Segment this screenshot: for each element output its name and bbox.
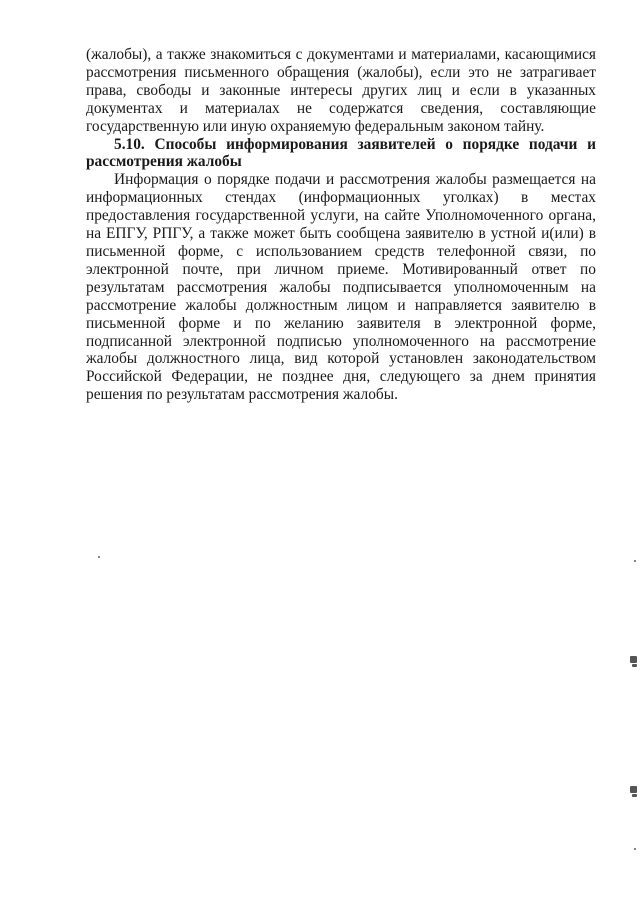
para1-line: государственную или иную охраняемую федеральным законом тайну. [86, 117, 545, 135]
para2-line: результатам рассмотрения жалобы подписывается уполномоченным на [86, 278, 596, 296]
scan-artifact [632, 664, 637, 667]
scan-artifact [634, 848, 636, 850]
para1-line: (жалобы), а также знакомиться с документами и материалами, касающимися [86, 46, 596, 63]
para2-line: Информация о порядке подачи и рассмотрения жалобы размещается на [114, 171, 596, 189]
para2-line: письменной форме и по желанию заявителя в электронной форме, [86, 314, 596, 332]
para2-line: электронной почте, при личном приеме. Мотивированный ответ по [86, 260, 596, 278]
para2-line: на ЕПГУ, РПГУ, а также может быть сообщена заявителю в устной и(или) в [86, 225, 596, 243]
para2-line: предоставления государственной услуги, на сайте Уполномоченного органа, [86, 207, 596, 225]
para1-line: рассмотрения письменного обращения (жалобы), если это не затрагивает [86, 63, 596, 81]
para2-line: жалобы должностного лица, вид которой установлен законодательством [86, 350, 596, 368]
para2-line: подписанной электронной подписью уполномоченного на рассмотрение [86, 332, 596, 350]
section-heading: рассмотрения жалобы [86, 153, 242, 171]
para1-line: документах и материалах не содержатся сведения, составляющие [86, 99, 596, 117]
scan-artifact [98, 556, 100, 558]
para2-line: письменной форме, с использованием средств телефонной связи, по [86, 242, 596, 260]
para2-line: Российской Федерации, не позднее дня, следующего за днем принятия [86, 368, 596, 386]
para2-line: информационных стендах (информационных уголках) в местах [86, 189, 596, 207]
section-heading: 5.10. Способы информирования заявителей о порядке подачи и [114, 135, 596, 153]
scan-artifact [630, 786, 637, 793]
scan-artifact [634, 560, 636, 562]
scan-artifact [630, 656, 637, 663]
document-body [86, 46, 596, 404]
scan-artifact [632, 794, 637, 797]
para2-line: рассмотрение жалобы должностным лицом и направляется заявителю в [86, 296, 596, 314]
para1-line: права, свободы и законные интересы других лиц и если в указанных [86, 81, 596, 99]
para2-line: решения по результатам рассмотрения жалобы. [86, 386, 398, 404]
